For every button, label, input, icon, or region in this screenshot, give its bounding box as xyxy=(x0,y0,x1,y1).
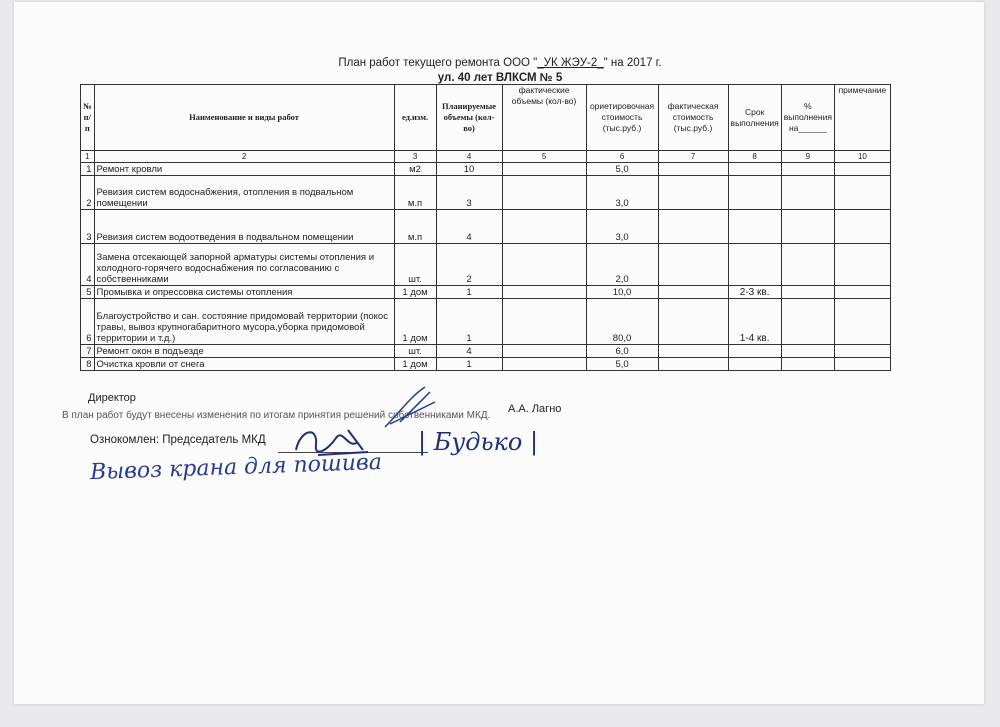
row-plan: 3 xyxy=(436,176,502,210)
row-name: Замена отсекающей запорной арматуры системы отопления и холодного-горячего водоснабжения по согласованию с собственниками xyxy=(94,244,394,286)
handwritten-name: | Будько | xyxy=(418,428,539,456)
row-term: 2-3 кв. xyxy=(728,286,781,299)
row-cost: 5,0 xyxy=(586,358,658,371)
header-cost: ориетировочная стоимость (тыс.руб.) xyxy=(586,85,658,151)
table-row xyxy=(81,163,891,176)
row-name: Ремонт кровли xyxy=(94,163,394,176)
row-note xyxy=(834,210,890,244)
row-num: 6 xyxy=(81,299,95,345)
row-plan: 4 xyxy=(436,345,502,358)
row-note xyxy=(834,345,890,358)
header-note: примечание xyxy=(834,85,890,151)
row-name: Промывка и опрессовка системы отопления xyxy=(94,286,394,299)
row-num: 2 xyxy=(81,176,95,210)
col-number: 2 xyxy=(94,151,394,163)
header-fact-cost: фактическая стоимость (тыс.руб.) xyxy=(658,85,728,151)
header-num: № п/п xyxy=(81,85,95,151)
row-fact-cost xyxy=(658,358,728,371)
header-percent: % выполнения на______ xyxy=(781,85,834,151)
handwritten-note: Вывоз крана для пошива xyxy=(89,449,383,486)
title-prefix: План работ текущего ремонта ООО " xyxy=(338,57,538,69)
row-term xyxy=(728,163,781,176)
row-term xyxy=(728,244,781,286)
row-fact-cost xyxy=(658,244,728,286)
plan-change-note: В план работ будут внесены изменения по итогам принятия решений собственниками МКД. xyxy=(62,410,491,421)
col-number: 9 xyxy=(781,151,834,163)
row-plan: 10 xyxy=(436,163,502,176)
row-fact xyxy=(502,210,586,244)
row-pct xyxy=(781,299,834,345)
row-pct xyxy=(781,244,834,286)
row-pct xyxy=(781,210,834,244)
director-label: Директор xyxy=(88,392,136,404)
work-plan-table xyxy=(80,84,891,371)
row-cost: 5,0 xyxy=(586,163,658,176)
row-note xyxy=(834,163,890,176)
header-plan: Планируемые объемы (кол-во) xyxy=(436,85,502,151)
row-cost: 3,0 xyxy=(586,176,658,210)
table-header-row xyxy=(81,85,891,151)
row-fact-cost xyxy=(658,345,728,358)
column-number-row xyxy=(81,151,891,163)
director-name: А.А. Лагно xyxy=(508,403,562,415)
title-suffix: " на 2017 г. xyxy=(603,57,662,69)
header-name: Наименование и виды работ xyxy=(94,85,394,151)
title-org: _УК ЖЭУ-2_ xyxy=(537,57,604,69)
row-unit: м.п xyxy=(394,210,436,244)
table-row xyxy=(81,358,891,371)
col-number: 8 xyxy=(728,151,781,163)
row-fact xyxy=(502,299,586,345)
row-note xyxy=(834,358,890,371)
col-number: 5 xyxy=(502,151,586,163)
row-term xyxy=(728,358,781,371)
row-fact-cost xyxy=(658,176,728,210)
row-fact-cost xyxy=(658,286,728,299)
row-name: Ремонт окон в подъезде xyxy=(94,345,394,358)
row-fact-cost xyxy=(658,299,728,345)
row-fact xyxy=(502,244,586,286)
row-pct xyxy=(781,345,834,358)
row-fact-cost xyxy=(658,210,728,244)
row-fact xyxy=(502,286,586,299)
table-row xyxy=(81,345,891,358)
header-unit: ед.изм. xyxy=(394,85,436,151)
row-fact xyxy=(502,358,586,371)
header-fact: фактические объемы (кол-во) xyxy=(502,85,586,151)
row-plan: 2 xyxy=(436,244,502,286)
col-number: 1 xyxy=(81,151,95,163)
row-unit: 1 дом xyxy=(394,299,436,345)
row-term xyxy=(728,176,781,210)
document-title xyxy=(0,57,1000,69)
col-number: 3 xyxy=(394,151,436,163)
row-cost: 2,0 xyxy=(586,244,658,286)
col-number: 10 xyxy=(834,151,890,163)
row-pct xyxy=(781,163,834,176)
row-num: 5 xyxy=(81,286,95,299)
row-note xyxy=(834,299,890,345)
director-signature xyxy=(380,382,440,432)
row-name: Благоустройство и сан. состояние придомовай территории (покос травы, вывоз крупногабаритного мусора,уборка придомовой территории и т.д.) xyxy=(94,299,394,345)
row-plan: 1 xyxy=(436,299,502,345)
row-num: 1 xyxy=(81,163,95,176)
row-num: 3 xyxy=(81,210,95,244)
row-num: 8 xyxy=(81,358,95,371)
row-cost: 10,0 xyxy=(586,286,658,299)
row-fact xyxy=(502,163,586,176)
row-fact-cost xyxy=(658,163,728,176)
header-term: Срок выполнения xyxy=(728,85,781,151)
table-row xyxy=(81,244,891,286)
row-name: Ревизия систем водоснабжения, отопления в подвальном помещении xyxy=(94,176,394,210)
row-note xyxy=(834,244,890,286)
row-cost: 3,0 xyxy=(586,210,658,244)
row-term xyxy=(728,210,781,244)
row-term xyxy=(728,345,781,358)
row-pct xyxy=(781,176,834,210)
document-subtitle: ул. 40 лет ВЛКСМ № 5 xyxy=(437,72,563,84)
row-unit: м2 xyxy=(394,163,436,176)
row-unit: шт. xyxy=(394,244,436,286)
row-num: 7 xyxy=(81,345,95,358)
row-num: 4 xyxy=(81,244,95,286)
row-plan: 1 xyxy=(436,358,502,371)
row-unit: 1 дом xyxy=(394,286,436,299)
row-cost: 6,0 xyxy=(586,345,658,358)
row-note xyxy=(834,286,890,299)
row-plan: 1 xyxy=(436,286,502,299)
row-unit: 1 дом xyxy=(394,358,436,371)
row-fact xyxy=(502,345,586,358)
row-name: Очистка кровли от снега xyxy=(94,358,394,371)
table-row xyxy=(81,210,891,244)
table-row xyxy=(81,299,891,345)
row-term: 1-4 кв. xyxy=(728,299,781,345)
row-note xyxy=(834,176,890,210)
row-cost: 80,0 xyxy=(586,299,658,345)
row-pct xyxy=(781,286,834,299)
col-number: 7 xyxy=(658,151,728,163)
row-name: Ревизия систем водоотведения в подвальном помещении xyxy=(94,210,394,244)
row-unit: м.п xyxy=(394,176,436,210)
row-pct xyxy=(781,358,834,371)
acquainted-label: Ознокомлен: Председатель МКД xyxy=(90,434,266,446)
table-row xyxy=(81,176,891,210)
col-number: 4 xyxy=(436,151,502,163)
row-fact xyxy=(502,176,586,210)
col-number: 6 xyxy=(586,151,658,163)
table-row xyxy=(81,286,891,299)
row-unit: шт. xyxy=(394,345,436,358)
row-plan: 4 xyxy=(436,210,502,244)
